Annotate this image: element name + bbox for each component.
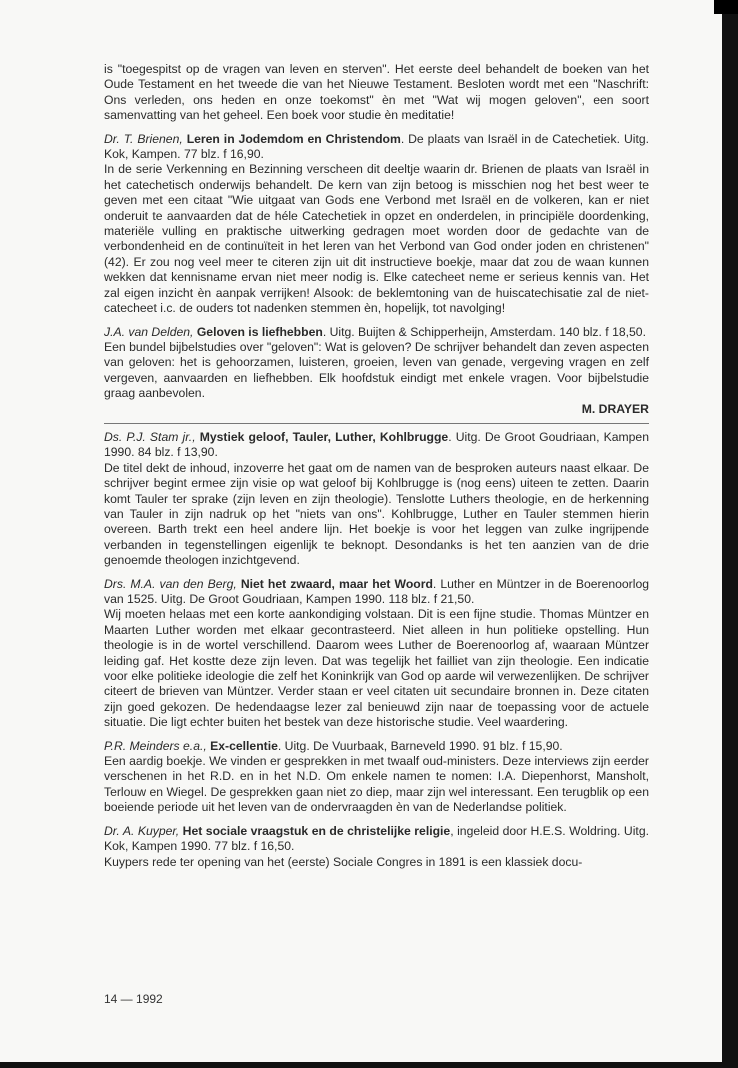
- review-author: J.A. van Delden,: [104, 324, 194, 339]
- review-van-delden: [104, 325, 649, 402]
- scan-edge-bottom: [0, 1062, 738, 1068]
- review-heading: [104, 577, 649, 608]
- review-title: Ex-cellentie: [210, 738, 278, 753]
- page-footer: 14 — 1992: [104, 992, 163, 1006]
- section-divider: [104, 423, 649, 424]
- review-details: . Uitg. De Groot Goudriaan, Kampen 1990. 84 blz. f 13,90.: [104, 429, 649, 460]
- review-details: . Uitg. Buijten & Schipperheijn, Amsterdam. 140 blz. f 18,50.: [322, 324, 646, 339]
- review-heading: [104, 132, 649, 163]
- review-author: Dr. A. Kuyper,: [104, 823, 180, 838]
- text-column: [104, 62, 649, 870]
- review-author: Dr. T. Brienen,: [104, 131, 183, 146]
- review-heading: [104, 739, 649, 754]
- review-body: Kuypers rede ter opening van het (eerste) Sociale Congres in 1891 is een klassiek docu-: [104, 854, 583, 869]
- review-heading: [104, 430, 649, 461]
- review-kuyper: [104, 824, 649, 870]
- review-body: Een bundel bijbelstudies over "geloven": Wat is geloven? De schrijver behandelt dan zeven aspecten van geloven: het is gehoorzamen, luisteren, groeien, leven van genade, vergeving vragen en zelf vergeven, aanvaarden en liefhebben. Elk hoofdstuk eindigt met enkele vragen. Voor bijbelstudie graag aanbevolen.: [104, 339, 649, 401]
- review-details: . De plaats van Israël in de Catechetiek. Uitg. Kok, Kampen. 77 blz. f 16,90.: [104, 131, 650, 162]
- scan-edge-right: [722, 0, 738, 1068]
- review-body: In de serie Verkenning en Bezinning verscheen dit deeltje waarin dr. Brienen de plaats van Israël in het catechetisch onderwijs behandelt. De kern van zijn betoog is misschien nog het best weer te geven met een citaat "Wie uitgaat van Gods ene Verbond met Israël en de volkeren, kan er niet onderuit te aanvaarden dat de héle Catechetiek in opzet en onderdelen, in principiële doordenking, materiële vulling en praktische uitwerking gedragen moet worden door de gedachte van de verbondenheid en de continuïteit in het leren van het Verbond van God onder joden en christenen" (42). Er zou nog veel meer te citeren zijn uit dit instructieve boekje, maar dat zou de waan kunnen wekken dat kennisname ervan niet meer nodig is. Elke catecheet neme er serieus kennis van. Het zal eigen inzicht èn aanpak verrijken! Alsook: de beklemtoning van de huiscatechisatie zal de niet-catecheet i.c. de ouders tot nadenken stemmen èn, hopelijk, tot navolging!: [104, 162, 649, 316]
- review-details: . Luther en Müntzer in de Boerenoorlog van 1525. Uitg. De Groot Goudriaan, Kampen 1990. 118 blz. f 21,50.: [104, 576, 650, 606]
- review-title: Het sociale vraagstuk en de christelijke religie: [182, 823, 451, 838]
- review-body: De titel dekt de inhoud, inzoverre het gaat om de namen van de besproken auteurs naast elkaar. De schrijver begint ermee zijn visie op wat geloof bij Kohlbrugge is (nog eens) uiteen te zetten. Daarin komt Tauler ter sprake (zijn leven en zijn theologie). Tenslotte Luthers theologie, en de herkenning van Tauler in zijn nadruk op het "niets van ons". Kohlbrugge, Luther en Tauler stemmen hierin overeen. Barth trekt een heel andere lijn. Het boekje is voor het leggen van zulke ingrijpende verbanden in tegenstellingen eigenlijk te beknopt. Desondanks is het ten aanzien van de drie genoemde theologen inzichtgevend.: [104, 460, 649, 568]
- review-body: Wij moeten helaas met een korte aankondiging volstaan. Dit is een fijne studie. Thomas Müntzer en Maarten Luther worden met elkaar gecontrasteerd. Niet alleen in hun politieke opstelling. Hun theologie is in de wortel verschillend. Daarom wees Luther de Boerenoorlog af, waaraan Müntzer leiding gaf. Het kostte deze zijn leven. Dat was tegelijk het failliet van zijn theologie. Een indicatie voor elke politieke ideologie die zelf het Koninkrijk van God op aarde wil verwezenlijken. De schrijver citeert de brieven van Müntzer. Verder staan er veel citaten uit secundaire bronnen in. Deze citaten zijn goed gekozen. De hedendaagse lezer zal benieuwd zijn naar de toepassing voor de actuele situatie. Die ligt echter buiten het bestek van deze historische studie. Veel waardering.: [104, 607, 649, 730]
- review-stam: [104, 430, 649, 569]
- review-author: Ds. P.J. Stam jr.,: [104, 429, 196, 444]
- intro-paragraph: is "toegespitst op de vragen van leven en sterven". Het eerste deel behandelt de boeken van het Oude Testament en het tweede die van het Nieuwe Testament. Besloten wordt met een "Naschrift: Ons verleden, ons heden en onze toekomst" èn met "Wat wij mogen geloven", een soort samenvatting van het geheel. Een boek voor studie èn meditatie!: [104, 62, 649, 123]
- review-details: . Uitg. De Vuurbaak, Barneveld 1990. 91 blz. f 15,90.: [277, 738, 563, 753]
- review-details: , ingeleid door H.E.S. Woldring. Uitg. Kok, Kampen 1990. 77 blz. f 16,50.: [104, 823, 649, 854]
- review-body: Een aardig boekje. We vinden er gesprekken in met twaalf oud-ministers. Deze interviews zijn eerder verschenen in het R.D. en in het N.D. Om enkele namen te nomen: I.A. Diepenhorst, Mansholt, Terlouw en Wiegel. De gesprekken gaan niet zo diep, maar zijn wel interessant. Een terugblik op een boeiende periode uit het leven van de ondervraagden èn van de Nederlandse politiek.: [104, 754, 649, 815]
- review-author: Drs. M.A. van den Berg,: [104, 576, 237, 591]
- review-van-den-berg: [104, 577, 649, 731]
- reviewer-signature: M. DRAYER: [581, 401, 649, 416]
- scan-edge-corner: [714, 0, 738, 14]
- review-brienen: [104, 132, 649, 317]
- review-heading: [104, 824, 649, 855]
- review-title: Leren in Jodemdom en Christendom: [186, 131, 401, 146]
- review-title: Niet het zwaard, maar het Woord: [240, 576, 433, 591]
- review-title: Geloven is liefhebben: [196, 324, 323, 339]
- review-author: P.R. Meinders e.a.,: [104, 738, 207, 753]
- review-title: Mystiek geloof, Tauler, Luther, Kohlbrugge: [199, 429, 449, 444]
- review-meinders: [104, 739, 649, 816]
- review-heading: [104, 325, 649, 340]
